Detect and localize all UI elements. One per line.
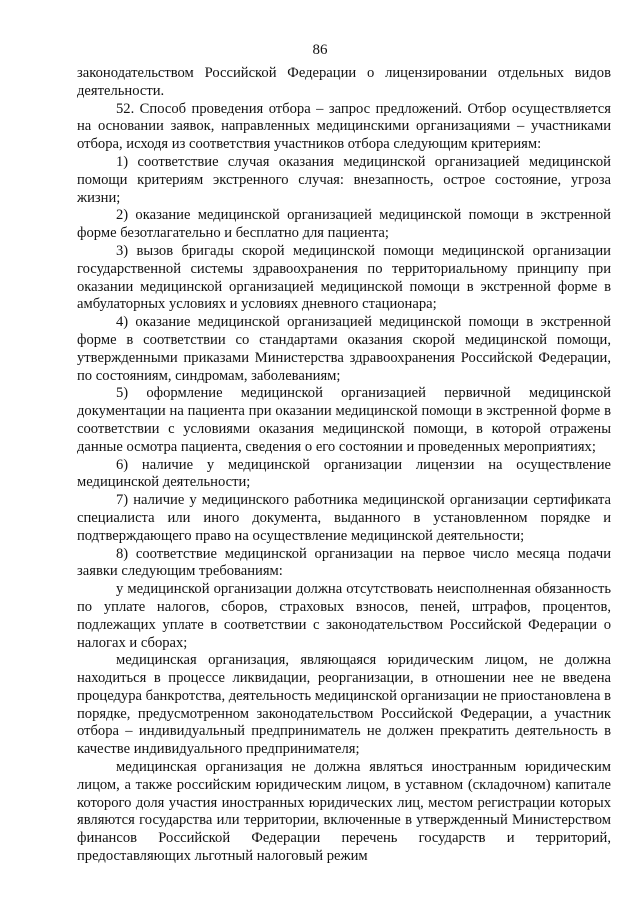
body-paragraph: 52. Способ проведения отбора – запрос предложений. Отбор осуществляется на основании заявок, направленных медицинскими организациями – участниками отбора, исходя из соответствия участников отбора следующим критериям: xyxy=(77,100,611,153)
page-number: 86 xyxy=(312,42,328,58)
body-paragraph: 2) оказание медицинской организацией медицинской помощи в экстренной форме безотлагательно и бесплатно для пациента; xyxy=(77,207,611,242)
body-paragraph: законодательством Российской Федерации о лицензировании отдельных видов деятельности. xyxy=(77,65,611,99)
body-paragraph: 8) соответствие медицинской организации на первое число месяца подачи заявки следующим требованиям: xyxy=(77,545,611,580)
body-paragraph: 3) вызов бригады скорой медицинской помощи медицинской организации государственной системы здравоохранения по территориальному принципу при оказании медицинской организацией медицинской помощи в экстренной форме в амбулаторных условиях и условиях дневного стационара; xyxy=(77,242,611,313)
document-body-text xyxy=(77,65,611,866)
body-paragraph: медицинская организация не должна являться иностранным юридическим лицом, а также российским юридическим лицом, в уставном (складочном) капитале которого доля участия иностранных юридических лиц, местом регистрации которых являются государства или территории, включенные в утвержденный Министерством финансов Российской Федерации перечень государств и территорий, предоставляющих льготный налоговый режим xyxy=(77,759,611,865)
body-paragraph: 1) соответствие случая оказания медицинской организацией медицинской помощи критериям экстренного случая: внезапность, острое состояние, угроза жизни; xyxy=(77,153,611,206)
body-paragraph: 6) наличие у медицинской организации лицензии на осуществление медицинской деятельности; xyxy=(77,456,611,491)
body-paragraph: 5) оформление медицинской организацией первичной медицинской документации на пациента при оказании медицинской помощи в экстренной форме в соответствии с условиями оказания медицинской помощи, в которой отражены данные осмотра пациента, сведения о его состоянии и проведенных мероприятиях; xyxy=(77,385,611,455)
body-paragraph: 7) наличие у медицинского работника медицинской организации сертификата специалиста или иного документа, выданного в установленном порядке и подтверждающего право на осуществление медицинской деятельности; xyxy=(77,492,611,544)
body-paragraph: у медицинской организации должна отсутствовать неисполненная обязанность по уплате налогов, сборов, страховых взносов, пеней, штрафов, процентов, подлежащих уплате в соответствии с законодательством Российской Федерации о налогах и сборах; xyxy=(77,581,611,651)
body-paragraph: 4) оказание медицинской организацией медицинской помощи в экстренной форме в соответствии со стандартами оказания скорой медицинской помощи, утвержденными приказами Министерства здравоохранения Российской Федерации, по состояниям, синдромам, заболеваниям; xyxy=(77,314,611,384)
body-paragraph: медицинская организация, являющаяся юридическим лицом, не должна находиться в процессе ликвидации, реорганизации, в отношении нее не введена процедура банкротства, деятельность медицинской организации не приостановлена в порядке, предусмотренном законодательством Российской Федерации, а участник отбора – индивидуальный предприниматель не должен прекратить деятельность в качестве индивидуального предпринимателя; xyxy=(77,652,611,758)
